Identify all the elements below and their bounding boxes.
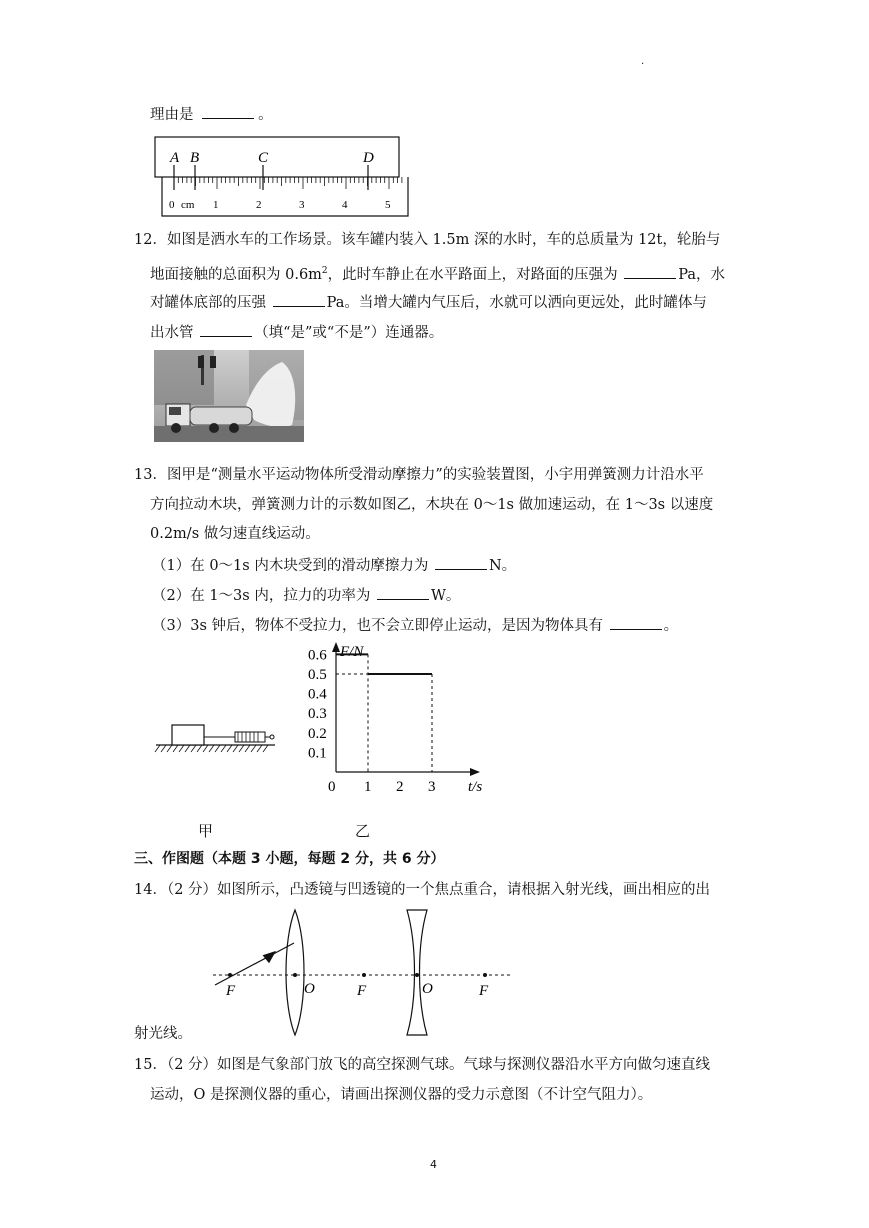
focus-right-dot (483, 973, 487, 977)
q12-line1: 12．如图是洒水车的工作场景。该车罐内装入 1.5m 深的水时，车的总质量为 12t，轮胎与 (134, 232, 721, 248)
q12-line3-a: 对罐体底部的压强 (150, 295, 266, 311)
chart-y-tick-label: 0.4 (308, 686, 327, 703)
page-number: 4 (430, 1158, 437, 1171)
q12-area-exponent: 2 (321, 266, 328, 276)
incident-ray (215, 943, 294, 985)
hatch-line (215, 745, 220, 752)
hatch-line (185, 745, 190, 752)
q13-line3: 0.2m/s 做匀速直线运动。 (150, 526, 320, 542)
q13-sub2-a: （2）在 1～3s 内，拉力的功率为 (152, 588, 371, 604)
q11-reason-blank[interactable] (202, 104, 254, 119)
hatch-line (179, 745, 184, 752)
force-time-chart (300, 638, 500, 800)
chart-y-arrow (332, 642, 340, 652)
ruler-label-b: B (190, 150, 200, 166)
q13-sub1 (152, 555, 516, 576)
hatch-line (227, 745, 232, 752)
apparatus-scale-ring (270, 735, 274, 739)
q14-line2: 射光线。 (134, 1026, 192, 1042)
hatch-line (203, 745, 208, 752)
chart-x-tick-label: 2 (396, 779, 404, 795)
hatch-line (191, 745, 196, 752)
sprinkler-truck-photo (154, 350, 304, 442)
q12-connector-blank[interactable] (200, 322, 252, 337)
q11-reason-text: 理由是 (150, 107, 194, 123)
chart-x-tick-label: 3 (428, 779, 436, 795)
q15-line1: 15．（2 分）如图是气象部门放飞的高空探测气球。气球与探测仪器沿水平方向做匀速直线 (134, 1057, 711, 1073)
q13-line1: 13．图甲是“测量水平运动物体所受滑动摩擦力”的实验装置图，小宇用弹簧测力计沿水平 (134, 467, 704, 483)
ruler-tick-2: 2 (256, 199, 262, 211)
apparatus-table-hatching (155, 745, 268, 752)
q13-power-blank[interactable] (377, 585, 429, 600)
q12-line2-a: 地面接触的总面积为 0.6m (150, 266, 322, 283)
lens-diagram (205, 905, 520, 1040)
hatch-line (197, 745, 202, 752)
q13-sub3-a: （3）3s 钟后，物体不受拉力，也不会立即停止运动，是因为物体具有 (152, 618, 603, 634)
ruler-tick-0: 0 (169, 199, 175, 211)
ruler-tick-1: 1 (213, 199, 219, 211)
chart-y-label: F/N (340, 644, 364, 660)
focus-middle-dot (362, 973, 366, 977)
chart-y-tick-label: 0.3 (308, 706, 327, 723)
chart-x-tick-label: 0 (328, 779, 336, 795)
label-o-concave: O (422, 981, 433, 997)
chart-x-tick-label: 1 (364, 779, 372, 795)
q13-sub2 (152, 585, 460, 606)
focus-left-dot (228, 973, 232, 977)
q12-line2-c: Pa，水 (678, 266, 726, 283)
hatch-line (209, 745, 214, 752)
chart-y-tick-label: 0.2 (308, 725, 327, 742)
label-f-left: F (226, 983, 236, 999)
q12-line4-a: 出水管 (150, 325, 194, 341)
chart-axes (332, 642, 480, 776)
hatch-line (155, 745, 160, 752)
q12-line4-b: （填“是”或“不是”）连通器。 (254, 325, 444, 341)
header-mark: . (641, 56, 645, 67)
convex-center-dot (293, 973, 297, 977)
apparatus-figure (150, 715, 280, 760)
concave-center-dot (415, 973, 419, 977)
hatch-line (173, 745, 178, 752)
figure-label-yi: 乙 (355, 822, 371, 840)
q12-line2 (150, 261, 725, 285)
label-f-middle: F (357, 983, 367, 999)
hatch-line (221, 745, 226, 752)
ruler-tick-5: 5 (385, 199, 391, 211)
hatch-line (167, 745, 172, 752)
q13-inertia-blank[interactable] (610, 615, 662, 630)
q11-reason-end: 。 (258, 107, 273, 123)
q13-friction-blank[interactable] (435, 555, 487, 570)
q12-line4 (150, 322, 443, 343)
label-o-convex: O (304, 981, 315, 997)
ruler-unit: cm (181, 199, 195, 211)
ruler-tick-3: 3 (299, 199, 305, 211)
ruler-figure (150, 134, 412, 220)
chart-y-tick-label: 0.5 (308, 667, 327, 683)
chart-x-arrow (470, 768, 480, 776)
hatch-line (263, 745, 268, 752)
apparatus-wood-block (172, 725, 204, 745)
photo-trees (154, 350, 214, 405)
hatch-line (239, 745, 244, 752)
ruler-label-a: A (170, 150, 180, 166)
photo-truck-tank (190, 407, 252, 425)
q12-water-pressure-blank[interactable] (273, 292, 325, 307)
q12-line3-b: Pa。当增大罐内气压后，水就可以洒向更远处，此时罐体与 (326, 295, 707, 311)
q15-line2: 运动，O 是探测仪器的重心，请画出探测仪器的受力示意图（不计空气阻力）。 (150, 1087, 653, 1103)
ruler-tick-4: 4 (342, 199, 348, 211)
section-3-heading: 三、作图题（本题 3 小题，每题 2 分，共 6 分） (134, 851, 445, 867)
q13-sub2-b: W。 (430, 588, 461, 604)
q13-sub3-b: 。 (663, 618, 679, 634)
ruler-label-c: C (258, 150, 269, 166)
convex-lens (286, 910, 304, 1035)
q12-line3 (150, 292, 707, 313)
q12-road-pressure-blank[interactable] (624, 264, 676, 279)
q13-line2: 方向拉动木块，弹簧测力计的示数如图乙，木块在 0～1s 做加速运动，在 1～3s 以速度 (150, 497, 714, 513)
hatch-line (233, 745, 238, 752)
q11-reason-line (150, 104, 273, 125)
hatch-line (161, 745, 166, 752)
figure-label-jia: 甲 (198, 822, 214, 840)
q14-line1: 14．（2 分）如图所示，凸透镜与凹透镜的一个焦点重合，请根据入射光线，画出相应的出 (134, 882, 711, 898)
hatch-line (257, 745, 262, 752)
q13-sub1-a: （1）在 0～1s 内木块受到的滑动摩擦力为 (152, 558, 429, 574)
hatch-line (251, 745, 256, 752)
chart-y-tick-label: 0.6 (308, 647, 327, 664)
chart-x-label: t/s (468, 779, 483, 795)
concave-lens (407, 910, 427, 1035)
chart-y-tick-label: 0.1 (308, 745, 327, 762)
q13-sub1-b: N。 (488, 558, 517, 574)
q12-line2-b: ，此时车静止在水平路面上，对路面的压强为 (327, 266, 618, 283)
label-f-right: F (479, 983, 489, 999)
ruler-body (162, 177, 408, 216)
hatch-line (245, 745, 250, 752)
ruler-label-d: D (363, 150, 374, 166)
q13-sub3 (152, 615, 678, 636)
